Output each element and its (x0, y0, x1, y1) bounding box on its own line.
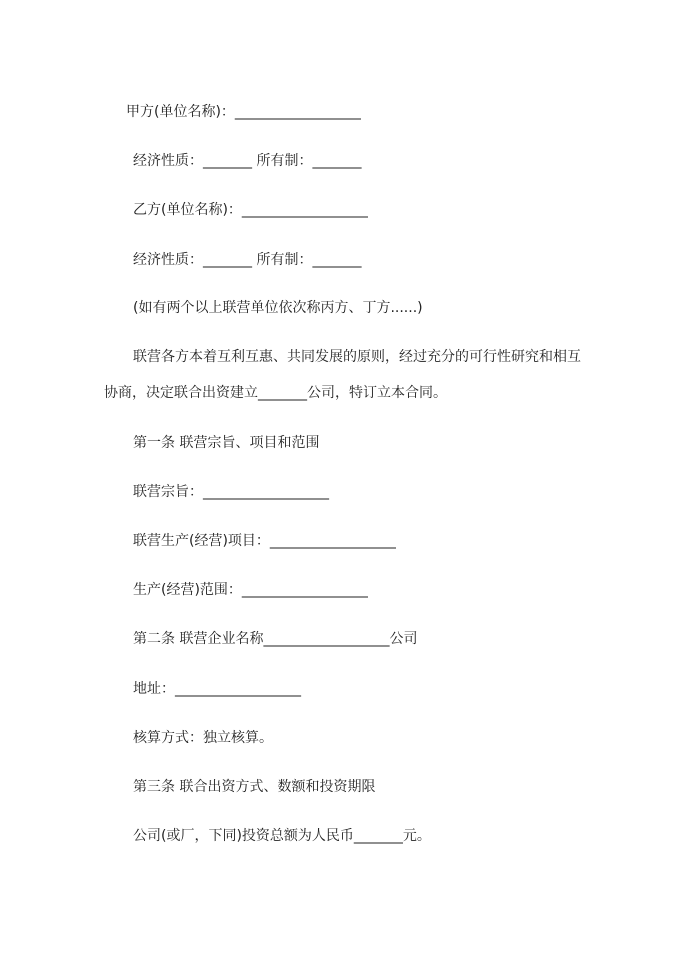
party-a-nature-ownership: 经济性质：_______ 所有制：_______ (133, 153, 362, 169)
party-b-nature-ownership: 经济性质：_______ 所有制：_______ (133, 252, 362, 268)
production-scope: 生产(经营)范围：__________________ (133, 582, 368, 598)
accounting-method: 核算方式：独立核算。 (133, 730, 273, 746)
total-investment: 公司(或厂，下同)投资总额为人民币_______元。 (133, 828, 431, 844)
joint-venture-purpose: 联营宗旨：__________________ (133, 484, 329, 500)
preamble-line-2: 协商，决定联合出资建立_______公司，特订立本合同。 (104, 385, 447, 401)
party-b-name: 乙方(单位名称)：__________________ (133, 202, 368, 218)
production-project: 联营生产(经营)项目：__________________ (133, 533, 396, 549)
address: 地址：__________________ (133, 681, 301, 697)
article-3-heading: 第三条 联合出资方式、数额和投资期限 (133, 779, 376, 795)
article-2-heading: 第二条 联营企业名称__________________公司 (133, 631, 418, 647)
preamble-line-1: 联营各方本着互利互惠、共同发展的原则，经过充分的可行性研究和相互 (133, 349, 581, 365)
additional-parties-note: (如有两个以上联营单位依次称丙方、丁方......) (133, 300, 423, 316)
article-1-heading: 第一条 联营宗旨、项目和范围 (133, 435, 320, 451)
party-a-name: 甲方(单位名称)：__________________ (126, 104, 361, 120)
